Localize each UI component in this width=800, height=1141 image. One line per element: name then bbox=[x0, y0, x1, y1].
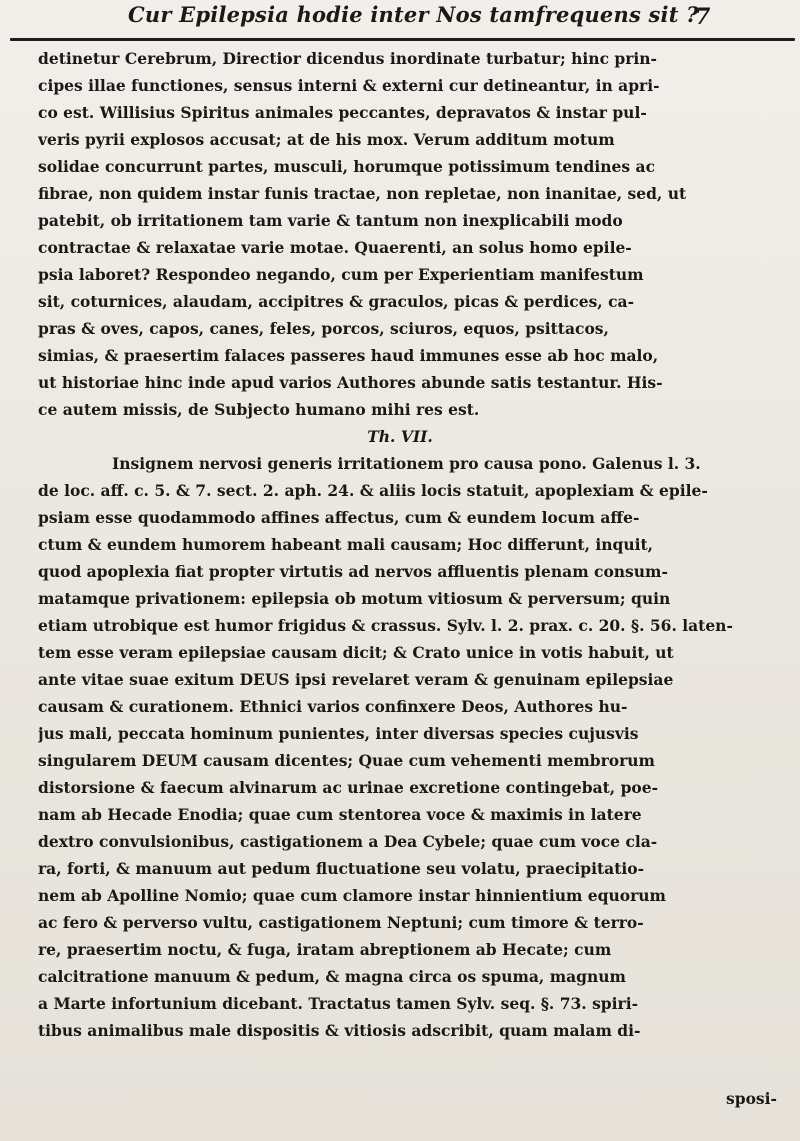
text-line: sit, coturnices, alaudam, accipitres & graculos, picas & perdices, ca- bbox=[38, 292, 635, 311]
text-line: dextro convulsionibus, castigationem a Dea Cybele; quae cum voce cla- bbox=[38, 832, 658, 851]
text-line: solidae concurrunt partes, musculi, horumque potissimum tendines ac bbox=[38, 157, 656, 176]
section-heading: Th. VII. bbox=[367, 427, 433, 446]
text-line: quod apoplexia fiat propter virtutis ad nervos affluentis plenam consum- bbox=[38, 562, 668, 581]
text-line: etiam utrobique est humor frigidus & crassus. Sylv. l. 2. prax. c. 20. §. 56. laten- bbox=[38, 616, 733, 635]
text-line: jus mali, peccata hominum punientes, inter diversas species cujusvis bbox=[38, 724, 639, 743]
text-line: distorsione & faecum alvinarum ac urinae excretione contingebat, poe- bbox=[38, 778, 659, 797]
text-line: co est. Willisius Spiritus animales peccantes, depravatos & instar pul- bbox=[38, 103, 647, 122]
text-line: ce autem missis, de Subjecto humano mihi res est. bbox=[38, 400, 480, 419]
header-rule bbox=[10, 38, 795, 41]
page-header bbox=[0, 2, 800, 34]
text-line: causam & curationem. Ethnici varios confinxere Deos, Authores hu- bbox=[38, 697, 628, 716]
text-line: pras & oves, capos, canes, feles, porcos, sciuros, equos, psittacos, bbox=[38, 319, 609, 338]
text-line: cipes illae functiones, sensus interni & externi cur detineantur, in apri- bbox=[38, 76, 660, 95]
running-head: Cur Epilepsia hodie inter Nos tamfrequens sit ? bbox=[128, 2, 699, 27]
text-line: ante vitae suae exitum DEUS ipsi revelaret veram & genuinam epilepsiae bbox=[38, 670, 674, 689]
text-line: fibrae, non quidem instar funis tractae, non repletae, non inanitae, sed, ut bbox=[38, 184, 687, 203]
text-line: tibus animalibus male dispositis & vitiosis adscribit, quam malam di- bbox=[38, 1021, 641, 1040]
text-line: ctum & eundem humorem habeant mali causam; Hoc differunt, inquit, bbox=[38, 535, 654, 554]
catchword: sposi- bbox=[726, 1089, 777, 1108]
text-line: nam ab Hecade Enodia; quae cum stentorea voce & maximis in latere bbox=[38, 805, 642, 824]
text-line: ut historiae hinc inde apud varios Authores abunde satis testantur. His- bbox=[38, 373, 663, 392]
text-line: a Marte infortunium dicebant. Tractatus tamen Sylv. seq. §. 73. spiri- bbox=[38, 994, 639, 1013]
text-line: psia laboret? Respondeo negando, cum per Experientiam manifestum bbox=[38, 265, 644, 284]
text-line: Insignem nervosi generis irritationem pro causa pono. Galenus l. 3. bbox=[112, 454, 701, 473]
text-line: patebit, ob irritationem tam varie & tantum non inexplicabili modo bbox=[38, 211, 623, 230]
text-line: detinetur Cerebrum, Directior dicendus inordinate turbatur; hinc prin- bbox=[38, 49, 657, 68]
page-mark: 7 bbox=[695, 4, 711, 30]
text-line: calcitratione manuum & pedum, & magna circa os spuma, magnum bbox=[38, 967, 626, 986]
text-line: psiam esse quodammodo affines affectus, cum & eundem locum affe- bbox=[38, 508, 640, 527]
text-line: re, praesertim noctu, & fuga, iratam abreptionem ab Hecate; cum bbox=[38, 940, 612, 959]
text-line: matamque privationem: epilepsia ob motum vitiosum & perversum; quin bbox=[38, 589, 671, 608]
text-line: veris pyrii explosos accusat; at de his mox. Verum additum motum bbox=[38, 130, 615, 149]
text-line: singularem DEUM causam dicentes; Quae cum vehementi membrorum bbox=[38, 751, 655, 770]
text-line: nem ab Apolline Nomio; quae cum clamore instar hinnientium equorum bbox=[38, 886, 666, 905]
text-line: simias, & praesertim falaces passeres haud immunes esse ab hoc malo, bbox=[38, 346, 659, 365]
text-line: de loc. aff. c. 5. & 7. sect. 2. aph. 24. & aliis locis statuit, apoplexiam & epile- bbox=[38, 481, 708, 500]
text-line: ra, forti, & manuum aut pedum fluctuatione seu volatu, praecipitatio- bbox=[38, 859, 645, 878]
text-line: contractae & relaxatae varie motae. Quaerenti, an solus homo epile- bbox=[38, 238, 632, 257]
text-line: tem esse veram epilepsiae causam dicit; & Crato unice in votis habuit, ut bbox=[38, 643, 674, 662]
text-line: ac fero & perverso vultu, castigationem Neptuni; cum timore & terro- bbox=[38, 913, 644, 932]
